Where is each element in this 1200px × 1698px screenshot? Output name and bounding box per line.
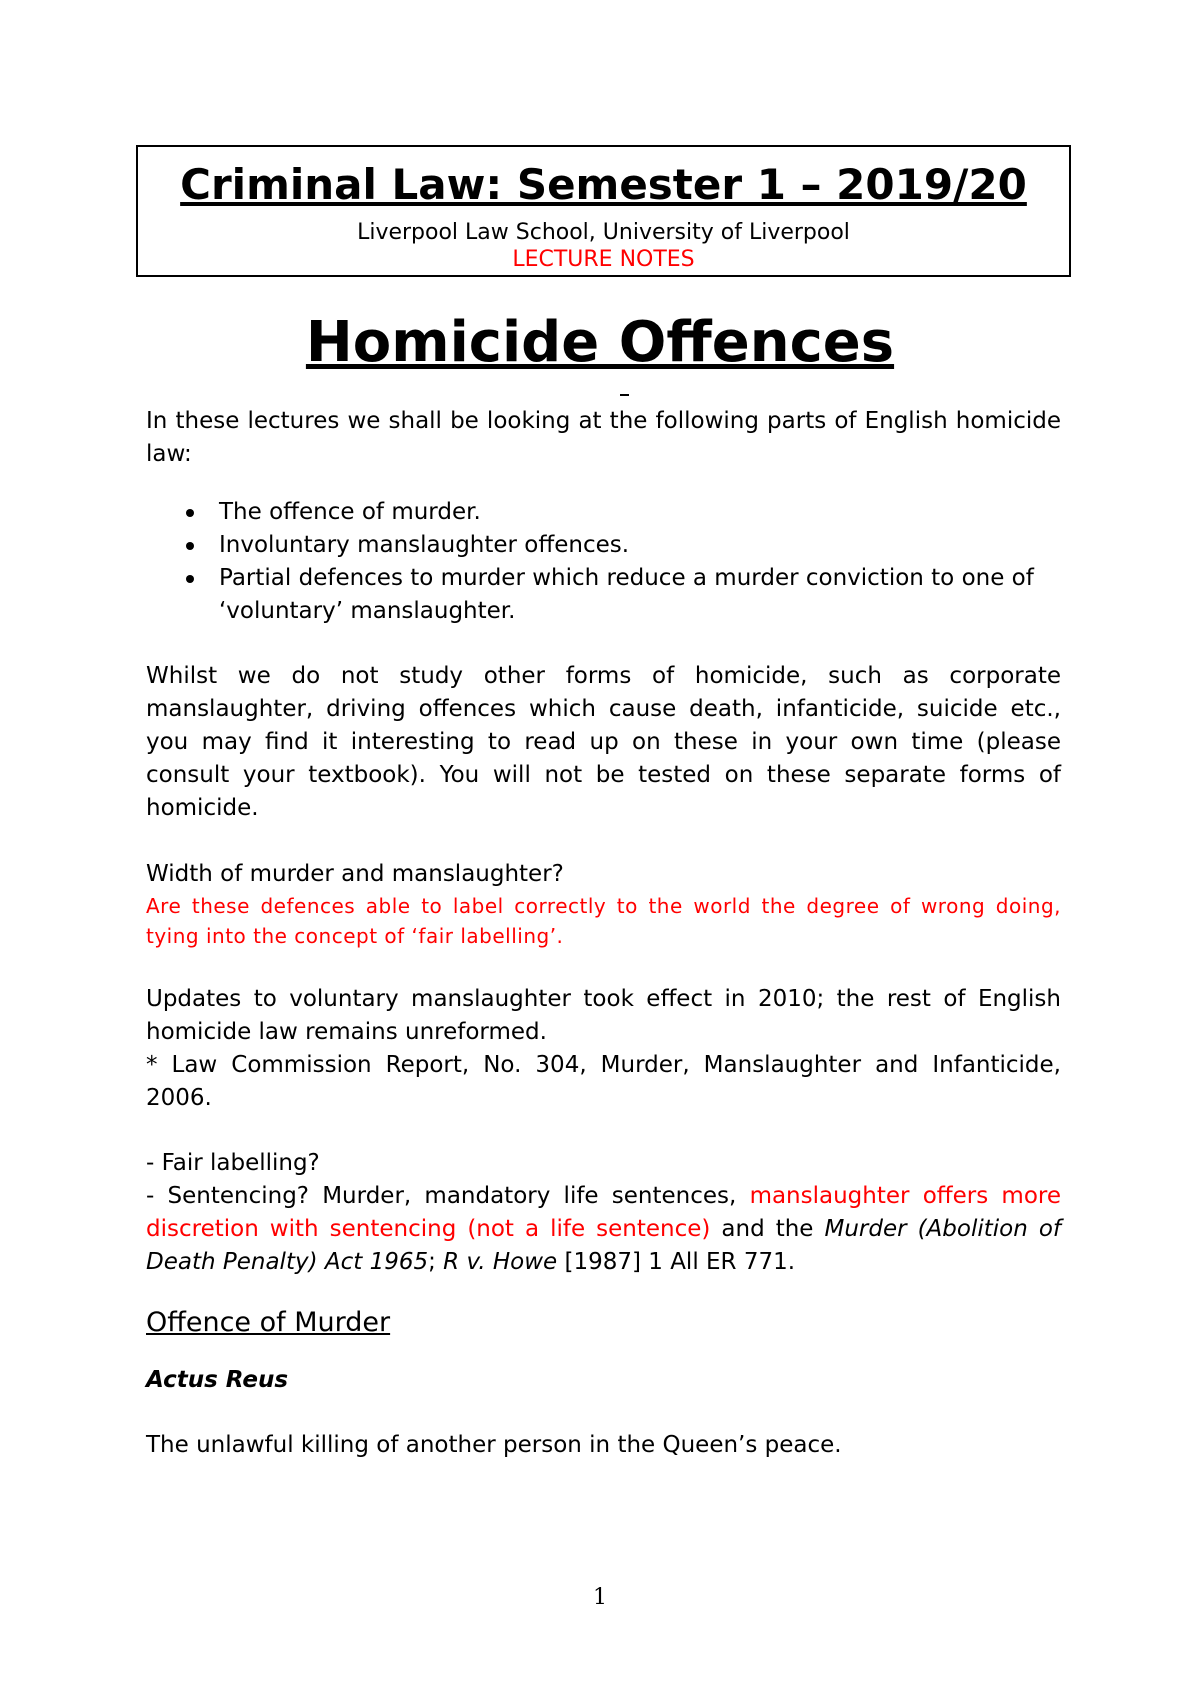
document-body [146,405,1061,1462]
course-title: Criminal Law: Semester 1 – 2019/20 [180,160,1027,209]
intro-paragraph: In these lectures we shall be looking at the following parts of English homicide law: [146,408,1061,467]
width-note: Are these defences able to label correctly to the world the degree of wrong doing, tying into the concept of ‘fair labelling’. [146,894,1061,948]
definition-paragraph: The unlawful killing of another person in the Queen’s peace. [146,1432,842,1458]
sentencing-discretion-note: manslaughter offers more discretion with sentencing (not a life sentence) [146,1183,1061,1242]
fair-labelling-item: - Fair labelling? [146,1150,320,1176]
sentencing-semicolon: ; [428,1249,444,1275]
law-commission-reference: * Law Commission Report, No. 304, Murder, Manslaughter and Infanticide, 2006. [146,1052,1061,1111]
list-item: Partial defences to murder which reduce a murder conviction to one of ‘voluntary’ manslaughter. [219,562,1061,628]
width-question: Width of murder and manslaughter? [146,861,564,887]
institution-name: Liverpool Law School, University of Liverpool [357,220,850,245]
document-title: Homicide Offences [305,310,895,375]
list-item: The offence of murder. [219,496,1061,529]
sentencing-and-the: and the [710,1216,825,1242]
updates-paragraph: Updates to voluntary manslaughter took effect in 2010; the rest of English homicide law remains unreformed. [146,986,1061,1045]
topic-list [146,496,1061,628]
act-citation: Murder (Abolition of Death Penalty) Act 1965 [146,1216,1061,1275]
sentencing-paragraph [146,1180,1061,1279]
other-forms-paragraph: Whilst we do not study other forms of homicide, such as corporate manslaughter, driving offences which cause death, infanticide, suicide etc., you may find it interesting to read up on these in your own time (please consult your textbook). You will not be tested on these separate forms of homicide. [146,663,1061,821]
page-number: 1 [593,1585,607,1610]
list-item: Involuntary manslaughter offences. [219,529,1061,562]
stray-mark [620,394,629,396]
lecture-notes-label: LECTURE NOTES [512,247,695,272]
header-box [136,145,1071,277]
sentencing-lead: - Sentencing? Murder, mandatory life sentences, [146,1183,750,1209]
section-heading: Offence of Murder [146,1307,391,1338]
subheading-actus-reus: Actus Reus [146,1367,289,1393]
case-citation: [1987] 1 All ER 771. [557,1249,796,1275]
case-name: R v. Howe [443,1249,558,1275]
